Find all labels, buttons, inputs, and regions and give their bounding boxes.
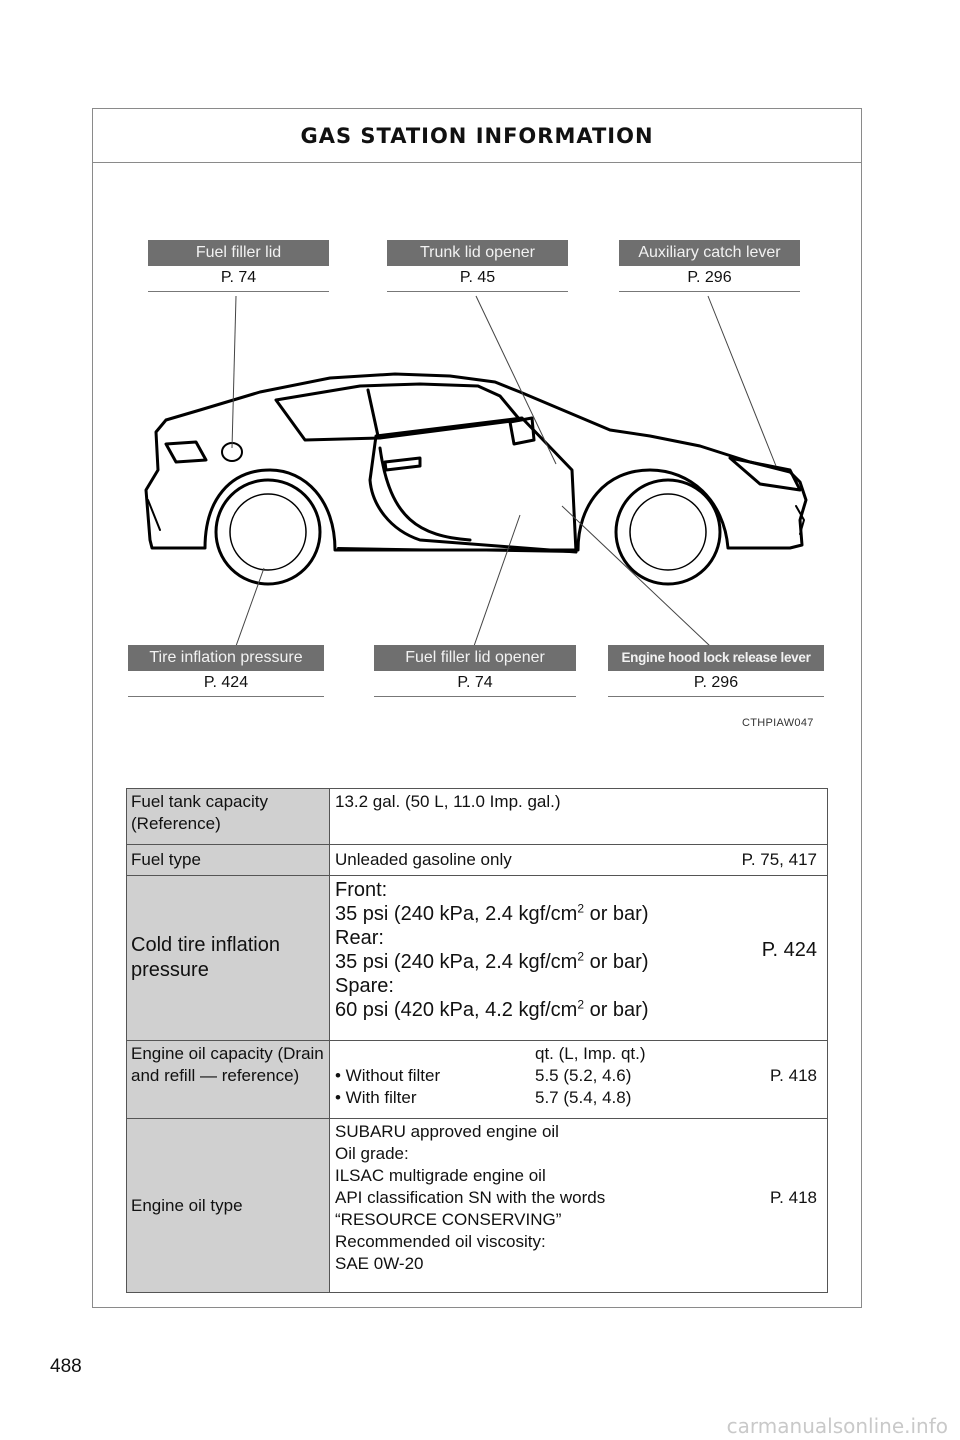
side-mirror (510, 418, 534, 444)
callout-fuel-filler-lid-opener (374, 645, 576, 697)
rear-label: Rear: (335, 927, 384, 949)
oil-type-line: Recommended oil viscosity: (335, 1232, 546, 1251)
without-filter-value: 5.5 (5.2, 4.6) (535, 1066, 632, 1085)
door-handle (385, 458, 420, 470)
oil-unit-header: qt. (L, Imp. qt.) (535, 1044, 646, 1063)
page-title: GAS STATION INFORMATION (300, 123, 654, 148)
tail-light (166, 442, 206, 462)
row-value (330, 1041, 828, 1119)
oil-type-line: SAE 0W-20 (335, 1254, 424, 1273)
page-ref[interactable]: P. 418 (770, 1188, 817, 1207)
rear-value: 35 psi (240 kPa, 2.4 kgf/$cm^2$ or bar) (335, 949, 649, 973)
row-label: Fuel tank capacity (Reference) (127, 789, 330, 845)
table-row (127, 1119, 828, 1293)
page-ref[interactable]: P. 75, 417 (741, 850, 817, 869)
callout-page-ref[interactable]: P. 74 (374, 671, 576, 697)
table-row (127, 845, 828, 876)
callout-trunk-lid-opener (387, 240, 568, 292)
headlight (730, 458, 800, 490)
row-label: Fuel type (127, 845, 330, 876)
with-filter-value: 5.7 (5.4, 4.8) (535, 1088, 632, 1107)
oil-type-line: SUBARU approved engine oil (335, 1122, 559, 1141)
page-ref[interactable]: P. 424 (761, 939, 817, 961)
callout-label: Trunk lid opener (387, 240, 568, 266)
callout-label: Fuel filler lid opener (374, 645, 576, 671)
car-body-outline (146, 374, 806, 550)
fuel-type-value: Unleaded gasoline only (335, 850, 512, 869)
oil-capacity-grid (335, 1043, 817, 1109)
rear-wheel (216, 480, 320, 584)
spare-label: Spare: (335, 975, 394, 997)
with-filter-label: • With filter (335, 1088, 417, 1107)
tire-pressure-list (335, 878, 649, 1022)
row-value: 13.2 gal. (50 L, 11.0 Imp. gal.) (330, 789, 828, 845)
row-value (330, 1119, 828, 1293)
oil-type-line: ILSAC multigrade engine oil (335, 1166, 546, 1185)
without-filter-label: • Without filter (335, 1066, 441, 1085)
spare-value: 60 psi (420 kPa, 4.2 kgf/$cm^2$ or bar) (335, 997, 649, 1021)
table-row (127, 876, 828, 1041)
callout-page-ref[interactable]: P. 296 (608, 671, 824, 697)
row-value (330, 845, 828, 876)
front-wheel (616, 480, 720, 584)
front-label: Front: (335, 879, 388, 901)
row-label: Engine oil type (127, 1119, 330, 1293)
spec-table (126, 788, 828, 1293)
callout-page-ref[interactable]: P. 424 (128, 671, 324, 697)
car-window (276, 384, 520, 440)
oil-type-lines (335, 1121, 605, 1275)
watermark: carmanualsonline.info (726, 1414, 948, 1438)
row-label: Engine oil capacity (Drain and refill — reference) (127, 1041, 330, 1119)
car-door (370, 418, 576, 552)
callout-engine-hood-lock-release-lever (608, 645, 824, 697)
callout-page-ref[interactable]: P. 296 (619, 266, 800, 292)
oil-type-line: Oil grade: (335, 1144, 409, 1163)
row-value (330, 876, 828, 1041)
callout-label: Auxiliary catch lever (619, 240, 800, 266)
front-value: 35 psi (240 kPa, 2.4 kgf/$cm^2$ or bar) (335, 901, 649, 925)
callout-fuel-filler-lid (148, 240, 329, 292)
page-ref[interactable]: P. 418 (770, 1066, 817, 1085)
row-label: Cold tire inflation pressure (127, 876, 330, 1041)
callout-page-ref[interactable]: P. 74 (148, 266, 329, 292)
callout-label: Fuel filler lid (148, 240, 329, 266)
table-row (127, 1041, 828, 1119)
callout-page-ref[interactable]: P. 45 (387, 266, 568, 292)
page-number: 488 (50, 1356, 82, 1377)
callout-tire-inflation-pressure (128, 645, 324, 697)
callout-label: Tire inflation pressure (128, 645, 324, 671)
callout-auxiliary-catch-lever (619, 240, 800, 292)
figure-code: CTHPIAW047 (742, 717, 814, 729)
table-row (127, 789, 828, 845)
callout-label: Engine hood lock release lever (608, 645, 824, 671)
oil-type-line: API classification SN with the words (335, 1188, 606, 1207)
oil-type-line: “RESOURCE CONSERVING” (335, 1210, 562, 1229)
